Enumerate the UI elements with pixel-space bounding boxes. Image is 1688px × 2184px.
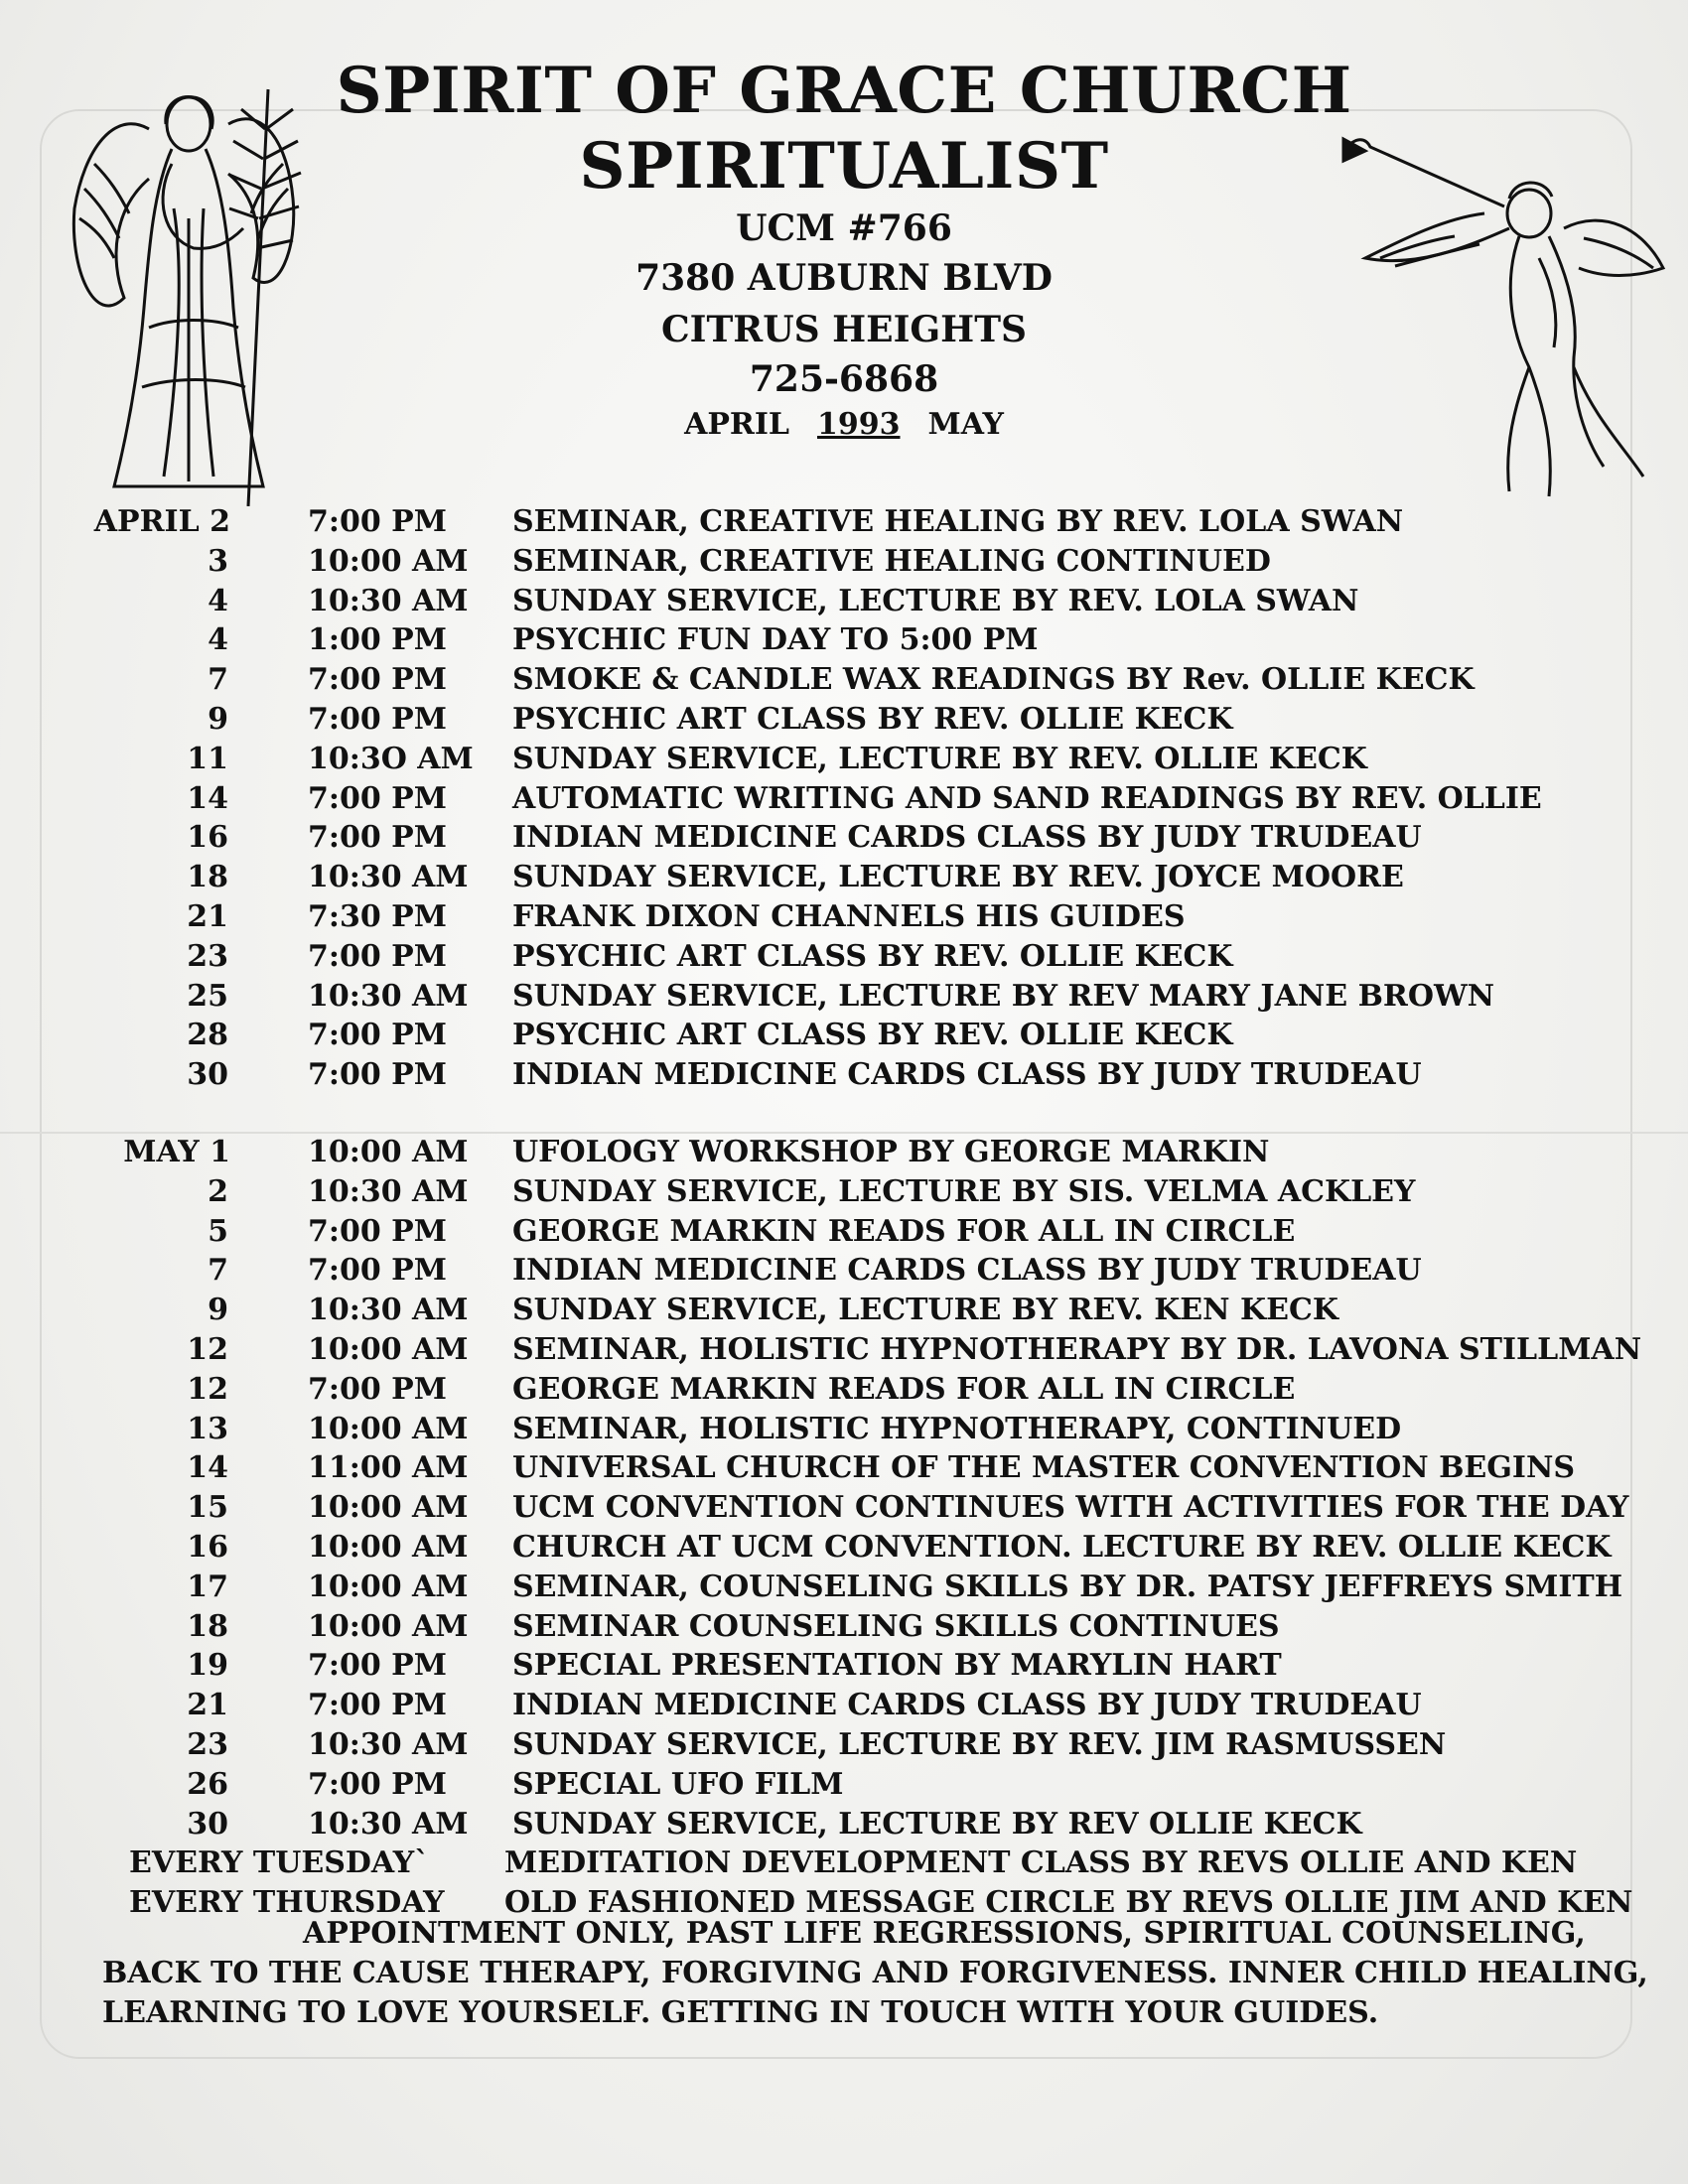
schedule-row	[0, 660, 1688, 700]
schedule-period	[0, 406, 1688, 444]
event-description: SUNDAY SERVICE, LECTURE BY REV MARY JANE BROWN	[512, 978, 1495, 1014]
event-date: 28	[187, 1018, 228, 1053]
event-time: 7:00 PM	[308, 1766, 447, 1802]
event-date: 14	[187, 1450, 228, 1486]
event-date: 14	[187, 780, 228, 816]
event-time: 7:00 PM	[308, 701, 447, 737]
event-description: SUNDAY SERVICE, LECTURE BY REV. KEN KECK	[512, 1293, 1338, 1328]
schedule-row	[0, 542, 1688, 582]
event-description: SEMINAR, CREATIVE HEALING CONTINUED	[512, 543, 1271, 579]
event-description: PSYCHIC ART CLASS BY REV. OLLIE KECK	[512, 1018, 1233, 1053]
event-date: 12	[187, 1331, 228, 1367]
event-time: 7:00 PM	[308, 504, 447, 539]
event-time: 7:00 PM	[308, 938, 447, 974]
event-description: SUNDAY SERVICE, LECTURE BY REV. JIM RASMUSSEN	[512, 1726, 1447, 1762]
event-time: 10:30 AM	[308, 860, 469, 895]
event-time: 7:00 PM	[308, 820, 447, 856]
event-date: 18	[187, 1608, 228, 1644]
schedule-row	[0, 1055, 1688, 1095]
event-description: AUTOMATIC WRITING AND SAND READINGS BY REV. OLLIE	[512, 780, 1542, 816]
schedule-row	[0, 1370, 1688, 1410]
event-schedule	[0, 502, 1688, 1923]
event-date: 25	[187, 978, 228, 1014]
event-description: PSYCHIC ART CLASS BY REV. OLLIE KECK	[512, 938, 1233, 974]
schedule-row	[0, 740, 1688, 779]
schedule-row	[0, 977, 1688, 1017]
event-time: 10:00 AM	[308, 1608, 469, 1644]
schedule-row	[0, 1725, 1688, 1765]
event-time: 10:3O AM	[308, 741, 474, 776]
event-description: INDIAN MEDICINE CARDS CLASS BY JUDY TRUDEAU	[512, 1688, 1422, 1723]
event-description: INDIAN MEDICINE CARDS CLASS BY JUDY TRUDEAU	[512, 1253, 1422, 1289]
schedule-row	[0, 502, 1688, 542]
event-date: 26	[187, 1766, 228, 1802]
may-events	[0, 1133, 1688, 1843]
schedule-row	[0, 700, 1688, 740]
event-time: 10:00 AM	[308, 1411, 469, 1446]
schedule-row	[0, 582, 1688, 621]
recurring-description: MEDITATION DEVELOPMENT CLASS BY REVS OLLIE AND KEN	[504, 1845, 1578, 1881]
schedule-row	[0, 1528, 1688, 1568]
event-time: 10:00 AM	[308, 543, 469, 579]
event-time: 10:00 AM	[308, 1490, 469, 1526]
event-description: SUNDAY SERVICE, LECTURE BY REV. OLLIE KECK	[512, 741, 1367, 776]
month-may-label: MAY	[927, 407, 1004, 442]
event-date: 13	[187, 1411, 228, 1446]
event-date: 30	[187, 1806, 228, 1842]
event-description: CHURCH AT UCM CONVENTION. LECTURE BY REV. OLLIE KECK	[512, 1529, 1612, 1565]
event-time: 7:00 PM	[308, 1253, 447, 1289]
event-description: INDIAN MEDICINE CARDS CLASS BY JUDY TRUDEAU	[512, 1057, 1422, 1093]
event-description: INDIAN MEDICINE CARDS CLASS BY JUDY TRUDEAU	[512, 820, 1422, 856]
event-description: SMOKE & CANDLE WAX READINGS BY Rev. OLLIE KECK	[512, 662, 1475, 698]
event-description: UFOLOGY WORKSHOP BY GEORGE MARKIN	[512, 1134, 1270, 1169]
event-date: 23	[187, 938, 228, 974]
schedule-row	[0, 1330, 1688, 1370]
church-header	[0, 55, 1688, 444]
event-description: UCM CONVENTION CONTINUES WITH ACTIVITIES FOR THE DAY	[512, 1490, 1629, 1526]
event-date: 2	[208, 1173, 228, 1209]
schedule-row	[0, 1448, 1688, 1488]
event-time: 10:30 AM	[308, 978, 469, 1014]
event-description: SUNDAY SERVICE, LECTURE BY SIS. VELMA ACKLEY	[512, 1173, 1416, 1209]
event-date: 9	[208, 701, 228, 737]
schedule-row	[0, 858, 1688, 897]
recurring-day: EVERY THURSDAY	[129, 1885, 445, 1921]
event-date: 30	[187, 1057, 228, 1093]
month-april-label: APRIL	[684, 407, 789, 442]
event-time: 7:00 PM	[308, 780, 447, 816]
event-time: 10:30 AM	[308, 1293, 469, 1328]
church-name: SPIRIT OF GRACE CHURCH	[336, 54, 1352, 128]
event-date: 19	[187, 1648, 228, 1684]
event-description: PSYCHIC ART CLASS BY REV. OLLIE KECK	[512, 701, 1233, 737]
event-date: 16	[187, 820, 228, 856]
event-time: 1:00 PM	[308, 622, 447, 658]
event-description: FRANK DIXON CHANNELS HIS GUIDES	[512, 898, 1186, 934]
event-date: 21	[187, 898, 228, 934]
event-time: 7:30 PM	[308, 898, 447, 934]
event-date: 12	[187, 1371, 228, 1407]
event-description: SPECIAL UFO FILM	[512, 1766, 844, 1802]
event-description: SUNDAY SERVICE, LECTURE BY REV. JOYCE MOORE	[512, 860, 1404, 895]
schedule-row	[0, 1133, 1688, 1172]
event-description: GEORGE MARKIN READS FOR ALL IN CIRCLE	[512, 1213, 1296, 1249]
event-description: SPECIAL PRESENTATION BY MARYLIN HART	[512, 1648, 1282, 1684]
event-time: 7:00 PM	[308, 1018, 447, 1053]
schedule-row	[0, 1568, 1688, 1607]
services-line-2: BACK TO THE CAUSE THERAPY, FORGIVING AND FORGIVENESS. INNER CHILD HEALING,	[102, 1956, 1648, 1990]
event-description: SEMINAR, HOLISTIC HYPNOTHERAPY, CONTINUED	[512, 1411, 1402, 1446]
event-date: 23	[187, 1726, 228, 1762]
schedule-row	[0, 1488, 1688, 1528]
schedule-row	[0, 937, 1688, 977]
event-time: 10:00 AM	[308, 1569, 469, 1604]
event-time: 7:00 PM	[308, 1688, 447, 1723]
event-time: 10:00 AM	[308, 1529, 469, 1565]
schedule-row	[0, 1251, 1688, 1291]
event-description: SUNDAY SERVICE, LECTURE BY REV OLLIE KECK	[512, 1806, 1362, 1842]
schedule-row	[0, 620, 1688, 660]
event-date: 17	[187, 1569, 228, 1604]
event-time: 7:00 PM	[308, 1371, 447, 1407]
april-events	[0, 502, 1688, 1095]
event-time: 10:30 AM	[308, 1173, 469, 1209]
event-date: 16	[187, 1529, 228, 1565]
event-time: 10:30 AM	[308, 1726, 469, 1762]
event-date: MAY 1	[123, 1134, 230, 1169]
schedule-row	[0, 897, 1688, 937]
event-time: 7:00 PM	[308, 662, 447, 698]
schedule-row	[0, 779, 1688, 819]
recurring-events	[0, 1843, 1688, 1923]
schedule-row	[0, 1686, 1688, 1725]
schedule-row	[0, 1016, 1688, 1055]
schedule-row	[0, 1805, 1688, 1844]
event-date: 5	[208, 1213, 228, 1249]
event-description: SEMINAR, CREATIVE HEALING BY REV. LOLA SWAN	[512, 504, 1404, 539]
recurring-row	[0, 1843, 1688, 1883]
event-description: SEMINAR COUNSELING SKILLS CONTINUES	[512, 1608, 1280, 1644]
event-time: 7:00 PM	[308, 1213, 447, 1249]
event-time: 10:00 AM	[308, 1134, 469, 1169]
event-date: 7	[208, 1253, 228, 1289]
city: CITRUS HEIGHTS	[661, 309, 1027, 350]
church-type: SPIRITUALIST	[579, 129, 1109, 204]
event-description: SEMINAR, HOLISTIC HYPNOTHERAPY BY DR. LAVONA STILLMAN	[512, 1331, 1642, 1367]
event-time: 10:00 AM	[308, 1331, 469, 1367]
event-time: 7:00 PM	[308, 1648, 447, 1684]
services-note	[0, 1914, 1688, 2033]
event-date: 3	[208, 543, 228, 579]
recurring-description: OLD FASHIONED MESSAGE CIRCLE BY REVS OLLIE JIM AND KEN	[504, 1885, 1633, 1921]
schedule-row	[0, 1291, 1688, 1330]
event-date: 4	[208, 583, 228, 618]
services-line-3: LEARNING TO LOVE YOURSELF. GETTING IN TOUCH WITH YOUR GUIDES.	[102, 1995, 1379, 2030]
event-description: SUNDAY SERVICE, LECTURE BY REV. LOLA SWAN	[512, 583, 1359, 618]
services-line-1: APPOINTMENT ONLY, PAST LIFE REGRESSIONS, SPIRITUAL COUNSELING,	[303, 1916, 1586, 1951]
schedule-row	[0, 1646, 1688, 1686]
schedule-row	[0, 1212, 1688, 1252]
event-time: 10:30 AM	[308, 583, 469, 618]
event-date: 21	[187, 1688, 228, 1723]
month-spacer	[0, 1095, 1688, 1133]
schedule-row	[0, 1607, 1688, 1647]
event-time: 7:00 PM	[308, 1057, 447, 1093]
event-date: APRIL 2	[93, 504, 230, 539]
event-date: 18	[187, 860, 228, 895]
schedule-row	[0, 1172, 1688, 1212]
schedule-row	[0, 818, 1688, 858]
phone-number: 725-6868	[749, 358, 939, 400]
event-date: 7	[208, 662, 228, 698]
event-date: 9	[208, 1293, 228, 1328]
event-description: PSYCHIC FUN DAY TO 5:00 PM	[512, 622, 1039, 658]
recurring-day: EVERY TUESDAY`	[129, 1845, 430, 1881]
event-date: 15	[187, 1490, 228, 1526]
event-description: GEORGE MARKIN READS FOR ALL IN CIRCLE	[512, 1371, 1296, 1407]
event-description: SEMINAR, COUNSELING SKILLS BY DR. PATSY JEFFREYS SMITH	[512, 1569, 1623, 1604]
ucm-number: UCM #766	[736, 207, 952, 249]
schedule-row	[0, 1765, 1688, 1805]
year-label: 1993	[817, 407, 901, 442]
event-time: 11:00 AM	[308, 1450, 469, 1486]
event-description: UNIVERSAL CHURCH OF THE MASTER CONVENTION BEGINS	[512, 1450, 1576, 1486]
event-time: 10:30 AM	[308, 1806, 469, 1842]
event-date: 4	[208, 622, 228, 658]
street-address: 7380 AUBURN BLVD	[635, 257, 1053, 299]
event-date: 11	[187, 741, 228, 776]
schedule-row	[0, 1410, 1688, 1449]
